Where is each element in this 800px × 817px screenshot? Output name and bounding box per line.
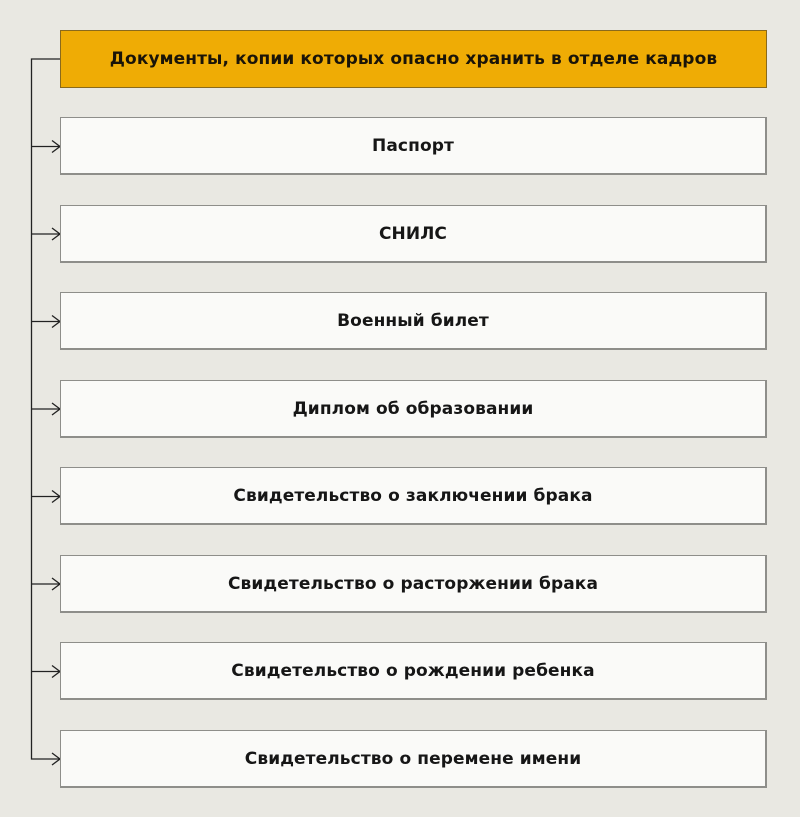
arrow-icon xyxy=(52,403,60,415)
diagram-title: Документы, копии которых опасно хранить в отделе кадров xyxy=(109,49,718,69)
document-box-snils xyxy=(60,205,767,263)
document-label: Свидетельство о расторжении брака xyxy=(227,573,599,594)
document-label: Паспорт xyxy=(372,135,454,156)
arrow-icon xyxy=(52,228,60,240)
document-box-passport xyxy=(60,117,767,175)
trunk-line xyxy=(32,59,61,759)
document-box-name-change-certificate xyxy=(60,730,767,788)
document-box-diploma xyxy=(60,380,767,438)
arrow-icon xyxy=(52,578,60,590)
arrow-icon xyxy=(52,666,60,678)
document-label: Военный билет xyxy=(337,310,489,331)
arrow-icon xyxy=(52,316,60,328)
document-label: Свидетельство о перемене имени xyxy=(244,748,582,769)
document-label: Диплом об образовании xyxy=(292,398,534,419)
document-box-marriage-certificate xyxy=(60,467,767,525)
arrow-icon xyxy=(52,491,60,503)
diagram-title-box xyxy=(60,30,767,88)
arrow-icon xyxy=(52,753,60,765)
document-box-military-id xyxy=(60,292,767,350)
document-label: Свидетельство о заключении брака xyxy=(233,485,593,506)
document-label: Свидетельство о рождении ребенка xyxy=(231,660,595,681)
arrow-icon xyxy=(52,141,60,153)
document-box-birth-certificate xyxy=(60,642,767,700)
document-label: СНИЛС xyxy=(378,223,448,244)
document-box-divorce-certificate xyxy=(60,555,767,613)
